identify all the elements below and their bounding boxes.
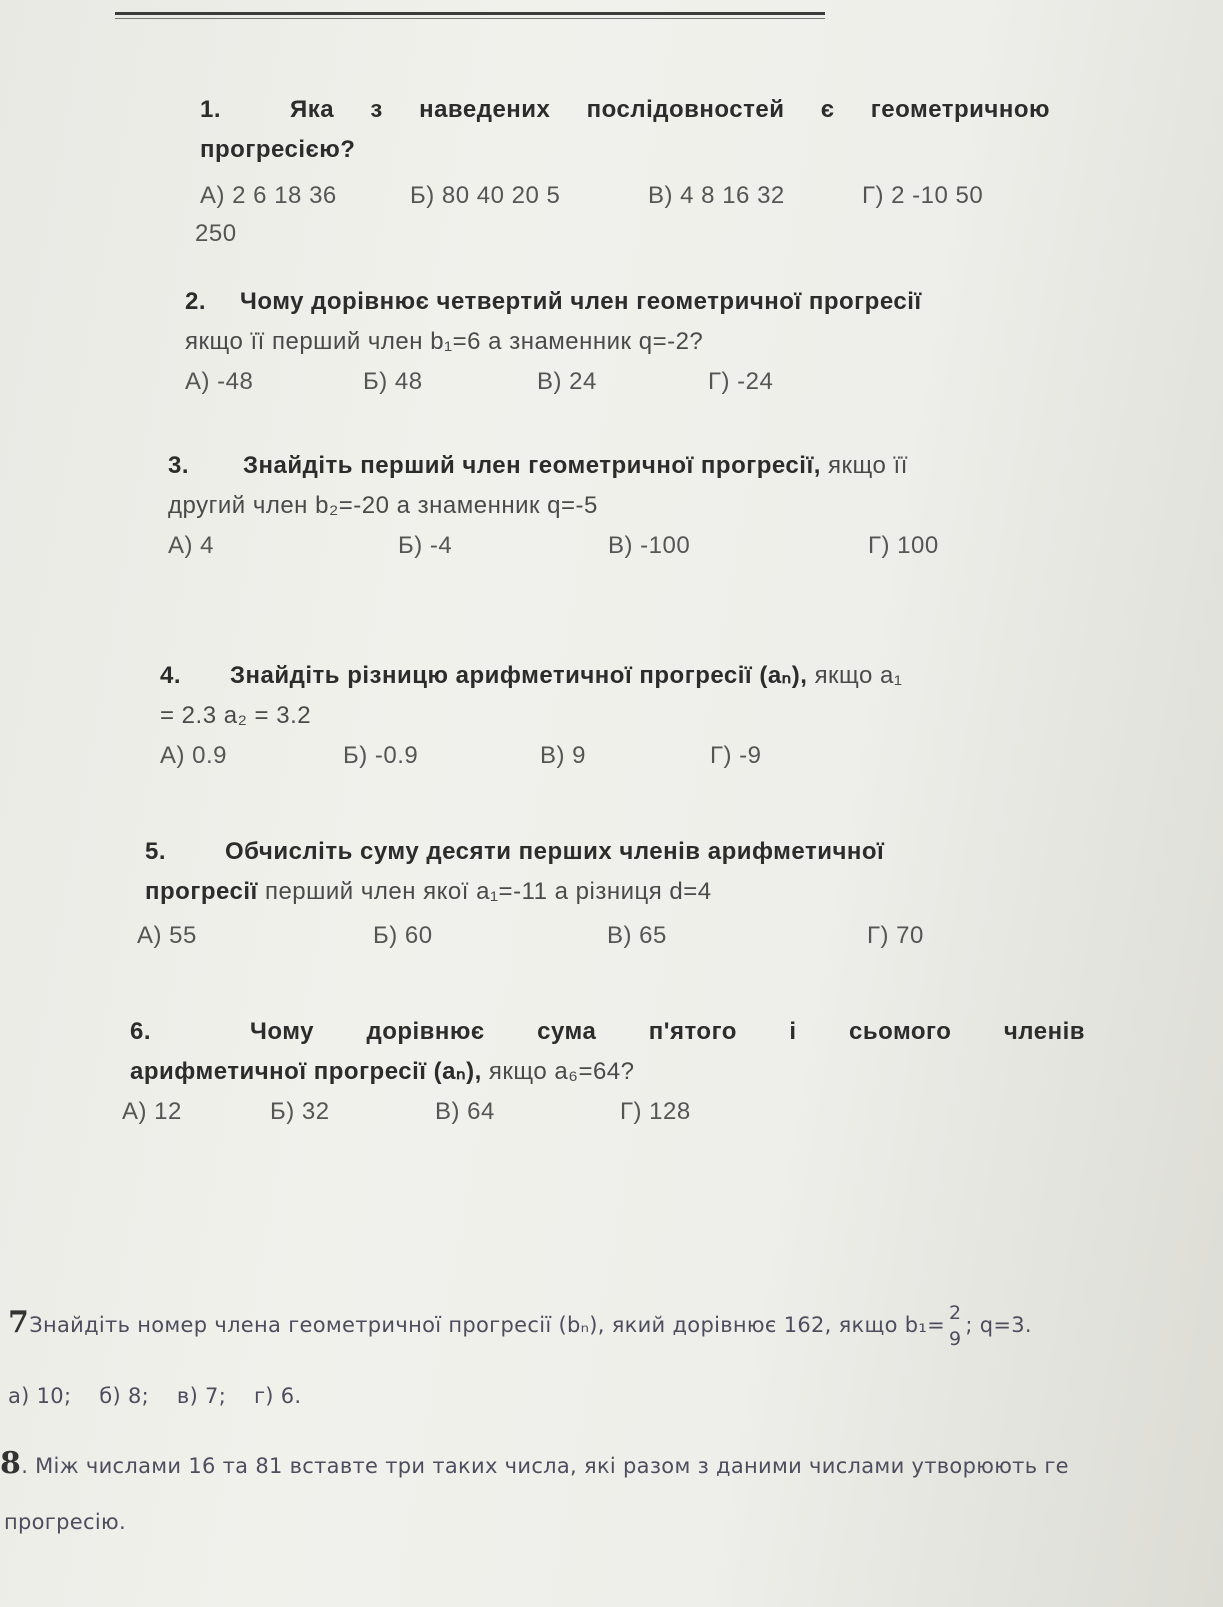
question-text-tail: якщо її — [828, 452, 908, 479]
question-3-stem-line2 — [168, 486, 1068, 526]
option-g[interactable]: Г) -24 — [708, 368, 774, 395]
option-g[interactable]: Г) 2 -10 50 — [862, 182, 984, 209]
question-text-plain: якщо a₆=64? — [488, 1058, 635, 1085]
question-text-plain: якщо її перший член b₁=6 а знаменник q=-2? — [185, 328, 704, 355]
question-2-stem-line2 — [185, 322, 1065, 362]
top-rule-thin — [115, 18, 825, 19]
question-3 — [168, 446, 1068, 566]
option-v[interactable]: В) 65 — [607, 922, 667, 949]
question-4-stem — [160, 656, 1060, 696]
option-v[interactable]: В) 24 — [537, 368, 597, 395]
fraction — [949, 1300, 961, 1352]
question-text: Чому дорівнює сума п'ятого і сьомого членів — [250, 1018, 1085, 1045]
question-text-tail: якщо a₁ — [814, 662, 903, 689]
question-text: Знайдіть номер члена геометричної прогресії (bₙ), який дорівнює 162, якщо b₁= — [29, 1313, 945, 1337]
answer-options — [200, 176, 1050, 216]
question-6-stem — [130, 1012, 1085, 1052]
question-number: 5. — [145, 838, 167, 865]
question-text-after: ; q=3. — [965, 1313, 1032, 1337]
option-g[interactable]: Г) -9 — [710, 742, 762, 769]
option-v[interactable]: В) 9 — [540, 742, 587, 769]
option-b[interactable]: Б) 60 — [373, 922, 433, 949]
answer-options — [160, 736, 1060, 776]
answer-option-g-continuation — [195, 214, 1050, 254]
question-4 — [160, 656, 1060, 776]
question-2-stem — [185, 282, 1065, 322]
question-number: 8 — [0, 1446, 22, 1481]
option-b[interactable]: Б) 32 — [270, 1098, 330, 1125]
option-a[interactable]: А) 4 — [168, 532, 215, 559]
question-text: Знайдіть перший член геометричної прогресії, — [243, 452, 821, 479]
top-rule — [115, 12, 825, 15]
answer-options — [168, 526, 1068, 566]
option-a[interactable]: А) -48 — [185, 368, 254, 395]
option-a[interactable]: А) 55 — [137, 922, 197, 949]
option-a[interactable]: А) 12 — [122, 1098, 182, 1125]
question-number: 6. — [130, 1018, 152, 1045]
question-number: 7 — [8, 1305, 30, 1340]
option-b[interactable]: Б) -0.9 — [343, 742, 419, 769]
question-7-options[interactable] — [8, 1384, 301, 1408]
option-b[interactable]: Б) 80 40 20 5 — [410, 182, 561, 209]
question-number: 2. — [185, 288, 207, 315]
question-text: Обчисліть суму десяти перших членів арифметичної — [225, 838, 885, 865]
question-text-plain: = 2.3 a₂ = 3.2 — [160, 702, 312, 729]
answer-options — [137, 916, 1075, 956]
question-5-stem-line2 — [145, 872, 1075, 912]
option-v[interactable]: В) 64 — [435, 1098, 495, 1125]
question-4-stem-line2 — [160, 696, 1060, 736]
question-text-plain: перший член якої a₁=-11 а різниця d=4 — [264, 878, 712, 905]
question-2 — [185, 282, 1065, 402]
option-g[interactable]: Г) 70 — [867, 922, 924, 949]
question-1-stem — [200, 90, 1050, 170]
answer-options[interactable]: а) 10; б) 8; в) 7; г) 6. — [8, 1384, 302, 1408]
option-a[interactable]: А) 2 6 18 36 — [200, 182, 337, 209]
question-text: Яка з наведених послідовностей є геометричною прогресією? — [200, 96, 1050, 163]
question-text: Чому дорівнює четвертий член геометричної прогресії — [240, 288, 922, 315]
question-text-continued: прогресію. — [4, 1510, 126, 1534]
question-7 — [8, 1300, 1032, 1352]
question-1 — [195, 90, 1050, 254]
question-text: Знайдіть різницю арифметичної прогресії (aₙ), — [230, 662, 808, 689]
question-5 — [137, 832, 1075, 956]
question-6 — [122, 1012, 1085, 1132]
question-number: 3. — [168, 452, 190, 479]
question-8 — [0, 1446, 1069, 1481]
option-a[interactable]: А) 0.9 — [160, 742, 228, 769]
answer-options — [185, 362, 1065, 402]
option-b[interactable]: Б) 48 — [363, 368, 423, 395]
question-text-bold: арифметичної прогресії (aₙ), — [130, 1058, 482, 1085]
question-text-plain: другий член b₂=-20 а знаменник q=-5 — [168, 492, 598, 519]
question-3-stem — [168, 446, 1068, 486]
question-6-stem-line2 — [130, 1052, 1085, 1092]
option-g[interactable]: Г) 128 — [620, 1098, 691, 1125]
question-5-stem — [145, 832, 1075, 872]
option-g-tail: 250 — [195, 220, 237, 247]
fraction-denominator: 9 — [949, 1328, 962, 1350]
question-text-bold: прогресії — [145, 878, 258, 905]
question-number: 1. — [200, 96, 222, 123]
option-v[interactable]: В) -100 — [608, 532, 691, 559]
question-8-line2 — [4, 1510, 126, 1534]
question-text: . Між числами 16 та 81 вставте три таких числа, які разом з даними числами утворюють ге — [21, 1454, 1069, 1478]
question-number: 4. — [160, 662, 182, 689]
option-b[interactable]: Б) -4 — [398, 532, 453, 559]
fraction-numerator: 2 — [949, 1302, 962, 1324]
option-v[interactable]: В) 4 8 16 32 — [648, 182, 785, 209]
option-g[interactable]: Г) 100 — [868, 532, 939, 559]
answer-options — [122, 1092, 1085, 1132]
